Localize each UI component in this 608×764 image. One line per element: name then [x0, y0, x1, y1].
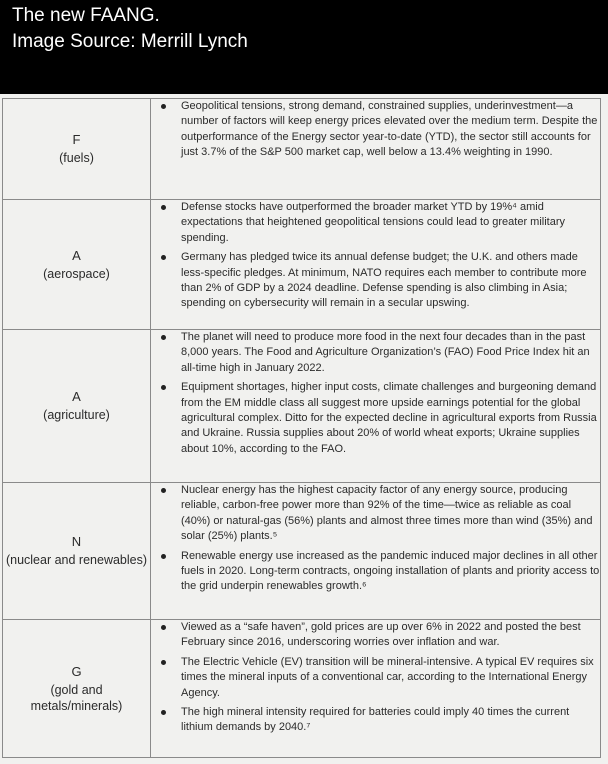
table-row [3, 620, 601, 758]
bullet-list [151, 200, 600, 312]
bullet-item: Nuclear energy has the highest capacity factor of any energy source, producing reliable, carbon-free power more than 92% of the time—twice as reliable as coal (40%) or natural-gas (56%) plants and almost three times more than wind (35%) and solar (25%) plants.⁵ [181, 483, 600, 545]
table-row [3, 483, 601, 620]
bullet-item: Equipment shortages, higher input costs, climate challenges and burgeoning demand from the EM middle class all suggest more upside earnings potential for the global agricultural complex. Ditto for the expected decline in agricultural exports from Russia and Ukraine. Russia supplies about 20% of world wheat exports; Ukraine supplies about 10%, according to the FAO. [181, 380, 600, 457]
row-label: (gold and metals/minerals) [30, 682, 123, 713]
table-row [3, 200, 601, 330]
row-letter: A [72, 247, 81, 263]
caption-title: The new FAANG. [12, 5, 160, 26]
bullet-item: The planet will need to produce more food in the next four decades than in the past 8,000 years. The Food and Agriculture Organization’s (FAO) Food Price Index hit an all-time high in January 2022. [181, 330, 600, 376]
row-letter: N [71, 534, 82, 549]
bullet-list [151, 483, 600, 595]
row-content-cell [151, 483, 601, 620]
row-label-cell [3, 99, 151, 200]
bullet-item: Renewable energy use increased as the pandemic induced major declines in all other fuels in 2020. Long-term contracts, ongoing installation of plants and priority access to the grid underpin renewables growth.⁶ [181, 549, 600, 595]
table-row [3, 99, 601, 200]
caption-header [0, 0, 608, 94]
document-image [0, 94, 608, 764]
row-letter: A [72, 389, 81, 404]
row-content-cell [151, 620, 601, 758]
row-label: (agriculture) [43, 408, 110, 422]
bullet-item: The high mineral intensity required for batteries could imply 40 times the current lithium demands by 2040.⁷ [181, 705, 600, 736]
row-label-cell [3, 200, 151, 330]
row-label-cell [3, 330, 151, 483]
bullet-item: Viewed as a “safe haven”, gold prices are up over 6% in 2022 and posted the best February since 2016, underscoring worries over inflation and war. [181, 620, 600, 651]
caption-source: Image Source: Merrill Lynch [12, 31, 248, 52]
faang-table [2, 98, 601, 758]
bullet-list [151, 99, 600, 161]
row-letter: F [72, 132, 81, 147]
bullet-item: Geopolitical tensions, strong demand, constrained supplies, underinvestment—a number of factors will keep energy prices elevated over the medium term. Despite the outperformance of the Energy sector year-to-date (YTD), the sector still accounts for just 3.7% of the S&P 500 market cap, well below a 13.4% weighting in 1990. [181, 99, 600, 161]
row-content-cell [151, 330, 601, 483]
bullet-item: The Electric Vehicle (EV) transition will be mineral-intensive. A typical EV requires six times the mineral inputs of a conventional car, according to the International Energy Agency. [181, 655, 600, 701]
bullet-list [151, 330, 600, 457]
row-label-cell [3, 483, 151, 620]
row-label: (nuclear and renewables) [5, 553, 148, 567]
table-row [3, 330, 601, 483]
row-content-cell [151, 200, 601, 330]
row-label: (aerospace) [43, 266, 110, 281]
row-label: (fuels) [59, 151, 94, 165]
row-label-cell [3, 620, 151, 758]
bullet-item: Germany has pledged twice its annual defense budget; the U.K. and others made less-specific pledges. At minimum, NATO requires each member to contribute more than 2% of GDP by a 2024 deadline. Defense spending is also climbing in Asia; spending on cybersecurity will remain in a secular upswing. [181, 250, 600, 312]
row-letter: G [71, 663, 82, 679]
bullet-item: Defense stocks have outperformed the broader market YTD by 19%⁴ amid expectations that heightened geopolitical tensions could lead to greater military spending. [181, 200, 600, 246]
bullet-list [151, 620, 600, 736]
row-content-cell [151, 99, 601, 200]
